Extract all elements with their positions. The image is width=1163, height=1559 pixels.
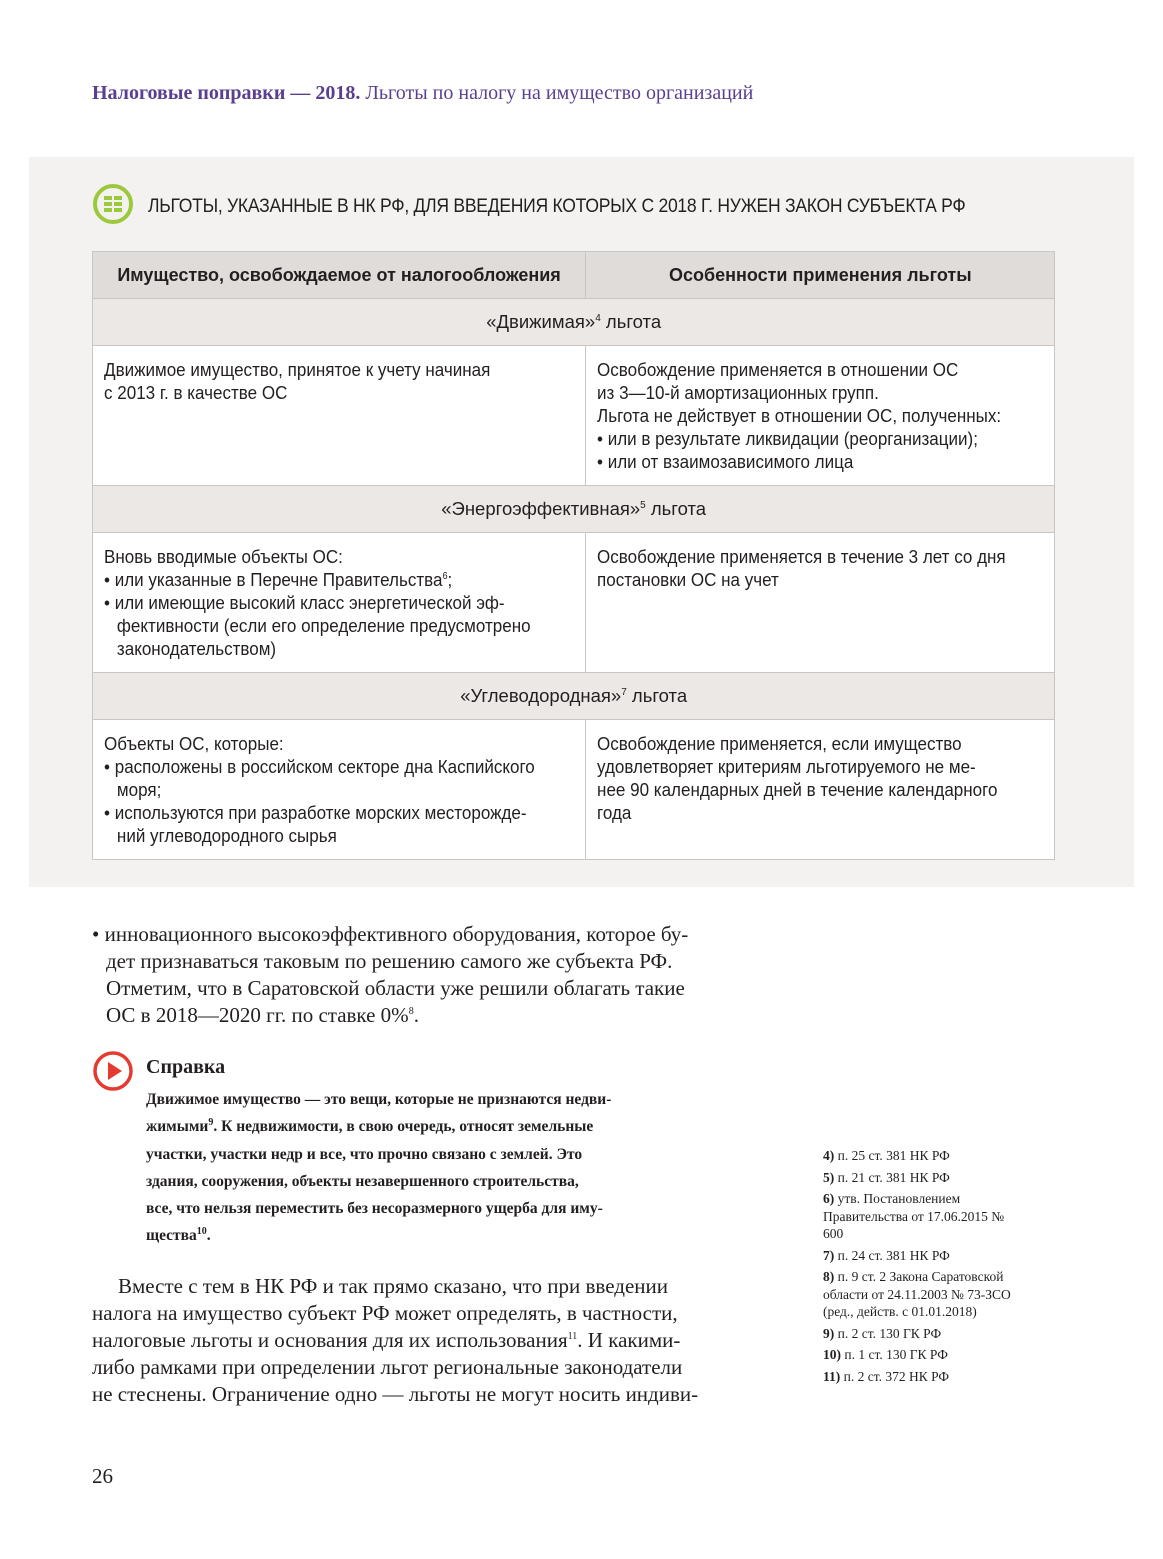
cell-property: Объекты ОС, которые: • расположены в российском секторе дна Каспийского моря; • используются при разработке морских месторожде- ний углеводородного сырья	[93, 720, 586, 860]
box-title	[92, 183, 1056, 229]
table-row	[93, 533, 1055, 673]
section-row	[93, 299, 1055, 346]
footnote: 5) п. 21 ст. 381 НК РФ	[823, 1169, 950, 1185]
section-row	[93, 486, 1055, 533]
page-number: 26	[92, 1464, 113, 1488]
cell-features: Освобождение применяется в отношении ОС из 3—10-й амортизационных групп. Льгота не действует в отношении ОС, полученных: • или в результате ликвидации (реорганизации); • или от взаимозависимого лица	[586, 346, 1055, 486]
reference-text: Движимое имущество — это вещи, которые не признаются недви- жимыми$^9$. К недвижимости, в свою очередь, относят земельные участки, участки недр и все, что прочно связано с землей. Это здания, сооружения, объекты незавершенного строительства, все, что нельзя переместить без несоразмерного ущерба для иму- щества$^{10}$.	[146, 1091, 612, 1245]
col-header-property: Имущество, освобождаемое от налогообложения	[93, 252, 586, 299]
section-title: «Движимая»$^4$ льгота	[93, 299, 1055, 346]
table-header-row	[93, 252, 1055, 299]
cell-property: Вновь вводимые объекты ОС: • или указанные в Перечне Правительства$^6$; • или имеющие высокий класс энергетической эф- фективности (если его определение предусмотрено законодательством)	[93, 533, 586, 673]
running-head-bold: Налоговые поправки — 2018.	[92, 82, 361, 104]
cell-features: Освобождение применяется в течение 3 лет со дня постановки ОС на учет	[586, 533, 1055, 673]
section-row	[93, 673, 1055, 720]
running-head	[92, 82, 753, 105]
footnote: 8) п. 9 ст. 2 Закона Саратовской области от 24.11.2003 № 73-ЗСО (ред., действ. с 01.01.2018)	[823, 1269, 1011, 1319]
play-icon	[92, 1050, 134, 1096]
table-row	[93, 720, 1055, 860]
footnote: 7) п. 24 ст. 381 НК РФ	[823, 1247, 950, 1263]
footnote: 9) п. 2 ст. 130 ГК РФ	[823, 1325, 942, 1341]
reference-heading: Справка	[146, 1056, 226, 1078]
cell-property: Движимое имущество, принятое к учету начиная с 2013 г. в качестве ОС	[93, 346, 586, 486]
col-header-features: Особенности применения льготы	[586, 252, 1055, 299]
footnote: 11) п. 2 ст. 372 НК РФ	[823, 1368, 950, 1384]
box-title-text: ЛЬГОТЫ, УКАЗАННЫЕ В НК РФ, ДЛЯ ВВЕДЕНИЯ КОТОРЫХ С 2018 Г. НУЖЕН ЗАКОН СУБЪЕКТА РФ	[148, 194, 966, 217]
footnote: 6) утв. Постановлением Правительства от 17.06.2015 № 600	[823, 1191, 1005, 1241]
running-head-text: Льготы по налогу на имущество организаций	[360, 82, 754, 104]
footnote: 4) п. 25 ст. 381 НК РФ	[823, 1148, 950, 1163]
table-list-icon	[92, 183, 134, 229]
footnotes	[823, 1147, 1043, 1389]
paragraph-2: Вместе с тем в НК РФ и так прямо сказано, что при введении налога на имущество субъект РФ может определять, в частности, налоговые льготы и основания для их использования$^{11}$. И какими- либо рамками при определении льгот региональные законодатели не стеснены. Ограничение одно — льготы не могут носить индиви-	[92, 1274, 699, 1406]
table-row	[93, 346, 1055, 486]
section-title: «Энергоэффективная»$^5$ льгота	[93, 486, 1055, 533]
paragraph-1: • инновационного высокоэффективного оборудования, которое бу- дет признаваться таковым по решению самого же субъекта РФ. Отметим, что в Саратовской области уже решили облагать такие ОС в 2018—2020 гг. по ставке 0%$^8$.	[92, 922, 689, 1027]
section-title: «Углеводородная»$^7$ льгота	[93, 673, 1055, 720]
benefits-table	[92, 251, 1055, 860]
cell-features: Освобождение применяется, если имущество удовлетворяет критериям льготируемого не ме- нее 90 календарных дней в течение календарного года	[586, 720, 1055, 860]
footnote: 10) п. 1 ст. 130 ГК РФ	[823, 1347, 948, 1362]
